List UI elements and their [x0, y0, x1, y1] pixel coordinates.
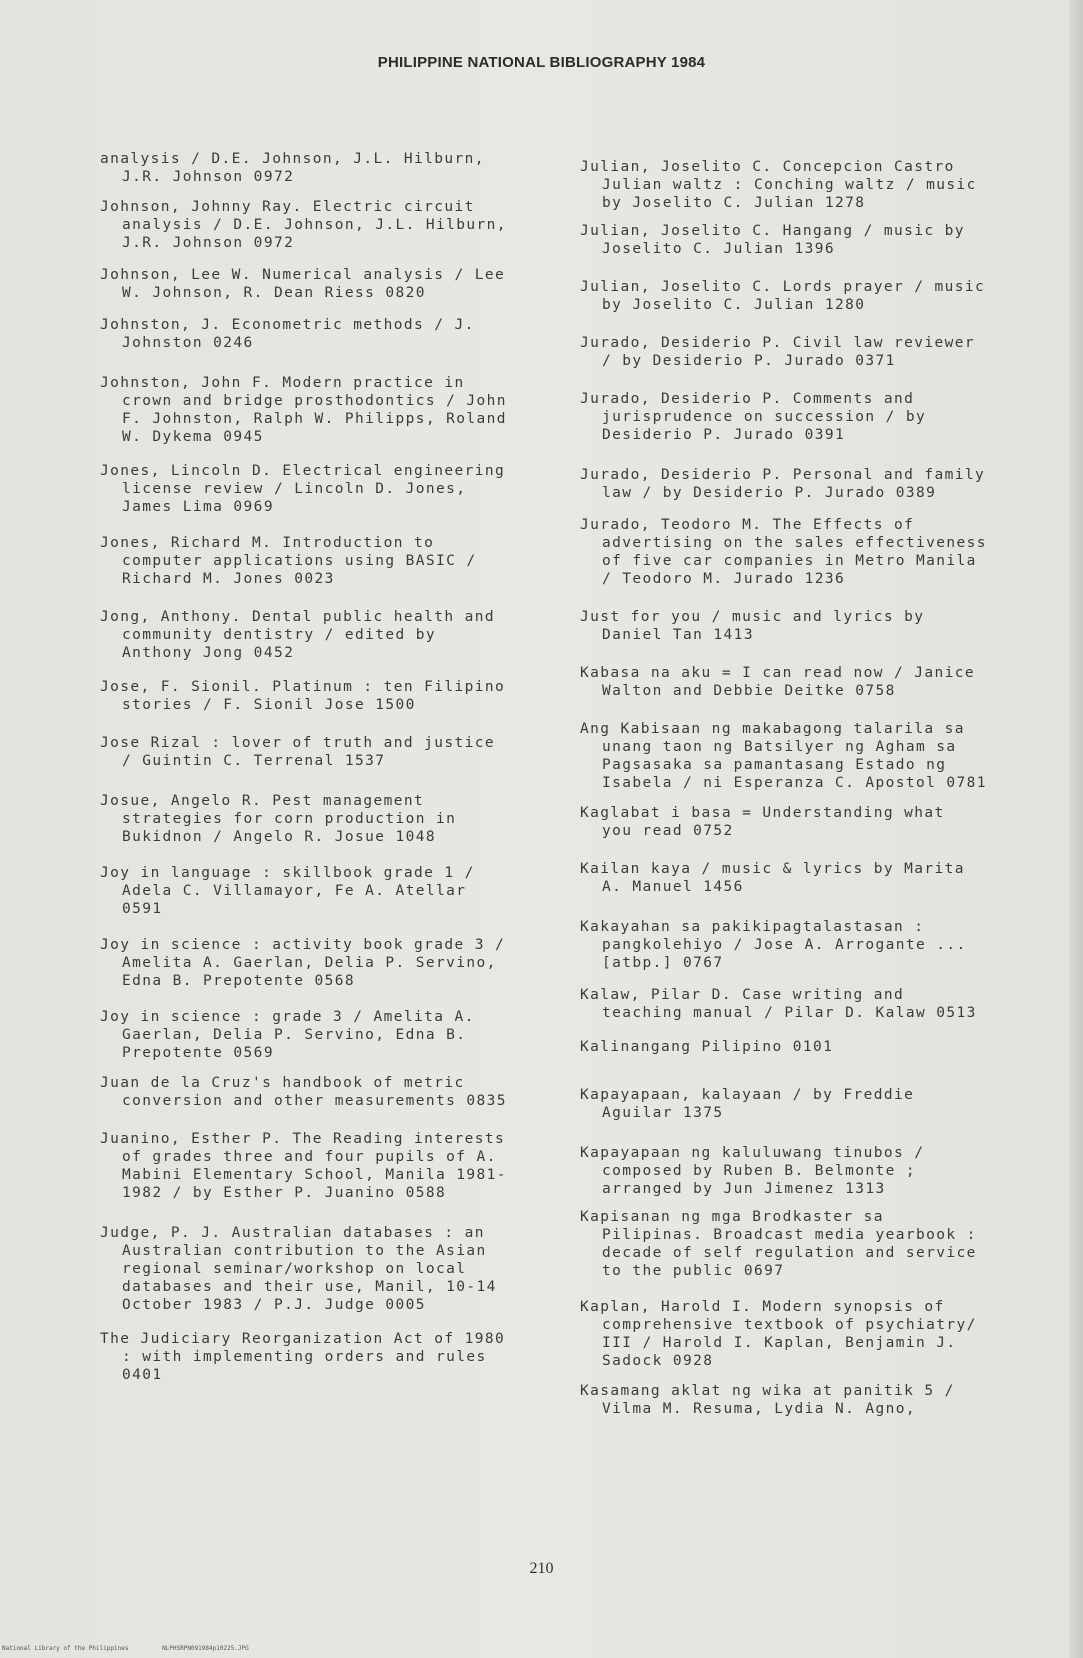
entry-line: 0401: [122, 1367, 163, 1383]
footer-institution: National Library of the Philippines: [2, 1645, 129, 1652]
entry-line: Kapayapaan ng kaluluwang tinubos /: [580, 1145, 925, 1161]
bibliography-entry: [100, 1224, 570, 1314]
entry-line: composed by Ruben B. Belmonte ;: [602, 1163, 917, 1179]
entry-line: Ang Kabisaan ng makabagong talarila sa: [580, 721, 965, 737]
entry-line: jurisprudence on succession / by: [602, 409, 927, 425]
bibliography-entry: [580, 1144, 1070, 1198]
bibliography-entry: [580, 1086, 1070, 1122]
entry-line: Joselito C. Julian 1396: [602, 241, 835, 257]
entry-line: decade of self regulation and service: [602, 1245, 977, 1261]
entry-line: Kakayahan sa pakikipagtalastasan :: [580, 919, 925, 935]
entry-line: Isabela / ni Esperanza C. Apostol 0781: [602, 775, 987, 791]
entry-line: by Joselito C. Julian 1278: [602, 195, 866, 211]
entry-line: 1982 / by Esther P. Juanino 0588: [122, 1185, 447, 1201]
entry-line: Joy in science : activity book grade 3 /: [100, 937, 506, 953]
entry-line: Josue, Angelo R. Pest management: [100, 793, 425, 809]
entry-line: Jurado, Desiderio P. Personal and family: [580, 467, 986, 483]
bibliography-entry: [100, 1130, 570, 1202]
entry-line: Australian contribution to the Asian: [122, 1243, 487, 1259]
entry-line: license review / Lincoln D. Jones,: [122, 481, 467, 497]
entry-line: Kalinangang Pilipino 0101: [580, 1039, 834, 1055]
bibliography-entry: [100, 1074, 570, 1110]
entry-line: advertising on the sales effectiveness: [602, 535, 987, 551]
bibliography-entry: [580, 222, 1070, 258]
bibliography-entry: [100, 608, 570, 662]
bibliography-entry: [580, 466, 1070, 502]
entry-line: / by Desiderio P. Jurado 0371: [602, 353, 896, 369]
bibliography-entry: [580, 390, 1070, 444]
entry-line: law / by Desiderio P. Jurado 0389: [602, 485, 937, 501]
entry-line: you read 0752: [602, 823, 734, 839]
footer-file-name: NLPHSRPN091984p10225.JPG: [162, 1645, 249, 1652]
entry-line: Kaplan, Harold I. Modern synopsis of: [580, 1299, 945, 1315]
entry-line: unang taon ng Batsilyer ng Agham sa: [602, 739, 957, 755]
bibliography-entry: [580, 516, 1070, 588]
entry-line: Jose Rizal : lover of truth and justice: [100, 735, 496, 751]
bibliography-entry: [100, 266, 570, 302]
bibliography-entry: [100, 792, 570, 846]
entry-line: [atbp.] 0767: [602, 955, 724, 971]
entry-line: : with implementing orders and rules: [122, 1349, 487, 1365]
entry-line: Juanino, Esther P. The Reading interests: [100, 1131, 506, 1147]
entry-line: Juan de la Cruz's handbook of metric: [100, 1075, 465, 1091]
entry-line: teaching manual / Pilar D. Kalaw 0513: [602, 1005, 977, 1021]
entry-line: Julian, Joselito C. Hangang / music by: [580, 223, 965, 239]
entry-line: Johnson, Johnny Ray. Electric circuit: [100, 199, 475, 215]
entry-line: Jurado, Desiderio P. Comments and: [580, 391, 915, 407]
entry-line: J.R. Johnson 0972: [122, 169, 295, 185]
bibliography-entry: [580, 720, 1070, 792]
bibliography-entry: [100, 864, 570, 918]
scan-footer: [2, 1645, 702, 1652]
bibliography-entry: [580, 1208, 1070, 1280]
entry-line: Johnson, Lee W. Numerical analysis / Lee: [100, 267, 506, 283]
bibliography-entry: [580, 804, 1070, 840]
entry-line: Richard M. Jones 0023: [122, 571, 335, 587]
entry-line: analysis / D.E. Johnson, J.L. Hilburn,: [100, 151, 485, 167]
bibliography-entry: [100, 1008, 570, 1062]
entry-line: Daniel Tan 1413: [602, 627, 754, 643]
entry-line: Bukidnon / Angelo R. Josue 1048: [122, 829, 437, 845]
entry-line: W. Johnson, R. Dean Riess 0820: [122, 285, 426, 301]
entry-line: Jones, Richard M. Introduction to: [100, 535, 435, 551]
entry-line: Adela C. Villamayor, Fe A. Atellar: [122, 883, 467, 899]
entry-line: of grades three and four pupils of A.: [122, 1149, 497, 1165]
bibliography-entry: [580, 334, 1070, 370]
entry-line: Kapisanan ng mga Brodkaster sa: [580, 1209, 884, 1225]
bibliography-entry: [580, 664, 1070, 700]
entry-line: Jurado, Teodoro M. The Effects of: [580, 517, 915, 533]
entry-line: analysis / D.E. Johnson, J.L. Hilburn,: [122, 217, 507, 233]
entry-line: Johnston, John F. Modern practice in: [100, 375, 465, 391]
entry-line: W. Dykema 0945: [122, 429, 264, 445]
entry-line: databases and their use, Manil, 10-14: [122, 1279, 497, 1295]
entry-line: community dentistry / edited by: [122, 627, 437, 643]
entry-line: Mabini Elementary School, Manila 1981-: [122, 1167, 507, 1183]
entry-line: Judge, P. J. Australian databases : an: [100, 1225, 485, 1241]
entry-line: Julian, Joselito C. Concepcion Castro: [580, 159, 955, 175]
entry-line: by Joselito C. Julian 1280: [602, 297, 866, 313]
bibliography-entry: [100, 534, 570, 588]
entry-line: Prepotente 0569: [122, 1045, 274, 1061]
entry-line: Pilipinas. Broadcast media yearbook :: [602, 1227, 977, 1243]
entry-line: III / Harold I. Kaplan, Benjamin J.: [602, 1335, 957, 1351]
bibliography-entry: [580, 278, 1070, 314]
bibliography-entry: [100, 678, 570, 714]
bibliography-entry: [100, 734, 570, 770]
entry-line: to the public 0697: [602, 1263, 785, 1279]
entry-line: Kapayapaan, kalayaan / by Freddie: [580, 1087, 915, 1103]
entry-line: Vilma M. Resuma, Lydia N. Agno,: [602, 1401, 917, 1417]
bibliography-entry: [580, 986, 1070, 1022]
bibliography-entry: [100, 1330, 570, 1384]
page-header: PHILIPPINE NATIONAL BIBLIOGRAPHY 1984: [377, 54, 706, 71]
bibliography-entry: [580, 918, 1070, 972]
entry-line: pangkolehiyo / Jose A. Arrogante ...: [602, 937, 967, 953]
page-number: 210: [529, 1560, 554, 1577]
entry-line: of five car companies in Metro Manila: [602, 553, 977, 569]
entry-line: A. Manuel 1456: [602, 879, 744, 895]
entry-line: Gaerlan, Delia P. Servino, Edna B.: [122, 1027, 467, 1043]
bibliography-entry: [580, 158, 1070, 212]
entry-line: Kalaw, Pilar D. Case writing and: [580, 987, 905, 1003]
entry-line: October 1983 / P.J. Judge 0005: [122, 1297, 426, 1313]
page-gutter-shadow: [1069, 0, 1083, 1658]
entry-line: regional seminar/workshop on local: [122, 1261, 467, 1277]
entry-line: Kaglabat i basa = Understanding what: [580, 805, 945, 821]
bibliography-entry: [100, 462, 570, 516]
bibliography-entry: [100, 374, 570, 446]
entry-line: Amelita A. Gaerlan, Delia P. Servino,: [122, 955, 497, 971]
entry-line: The Judiciary Reorganization Act of 1980: [100, 1331, 506, 1347]
entry-line: Jose, F. Sionil. Platinum : ten Filipino: [100, 679, 506, 695]
entry-line: strategies for corn production in: [122, 811, 457, 827]
entry-line: Sadock 0928: [602, 1353, 714, 1369]
entry-line: F. Johnston, Ralph W. Philipps, Roland: [122, 411, 507, 427]
entry-line: Jong, Anthony. Dental public health and: [100, 609, 496, 625]
bibliography-entry: [580, 608, 1070, 644]
entry-line: Jones, Lincoln D. Electrical engineering: [100, 463, 506, 479]
entry-line: Johnston, J. Econometric methods / J.: [100, 317, 475, 333]
entry-line: Kasamang aklat ng wika at panitik 5 /: [580, 1383, 955, 1399]
bibliography-entry: [100, 198, 570, 252]
entry-line: Pagsasaka sa pamantasang Estado ng: [602, 757, 947, 773]
entry-line: James Lima 0969: [122, 499, 274, 515]
entry-line: Anthony Jong 0452: [122, 645, 295, 661]
entry-line: Julian waltz : Conching waltz / music: [602, 177, 977, 193]
entry-line: crown and bridge prosthodontics / John: [122, 393, 507, 409]
entry-line: Aguilar 1375: [602, 1105, 724, 1121]
entry-line: Joy in language : skillbook grade 1 /: [100, 865, 475, 881]
entry-line: / Teodoro M. Jurado 1236: [602, 571, 846, 587]
entry-line: Just for you / music and lyrics by: [580, 609, 925, 625]
entry-line: comprehensive textbook of psychiatry/: [602, 1317, 977, 1333]
bibliography-entry: [580, 1038, 1070, 1056]
bibliography-entry: [580, 860, 1070, 896]
entry-line: 0591: [122, 901, 163, 917]
entry-line: Johnston 0246: [122, 335, 254, 351]
entry-line: conversion and other measurements 0835: [122, 1093, 507, 1109]
entry-line: Julian, Joselito C. Lords prayer / music: [580, 279, 986, 295]
entry-line: Jurado, Desiderio P. Civil law reviewer: [580, 335, 976, 351]
entry-line: stories / F. Sionil Jose 1500: [122, 697, 416, 713]
entry-line: computer applications using BASIC /: [122, 553, 477, 569]
entry-line: Kailan kaya / music & lyrics by Marita: [580, 861, 965, 877]
bibliography-entry: [100, 316, 570, 352]
entry-line: / Guintin C. Terrenal 1537: [122, 753, 386, 769]
entry-line: arranged by Jun Jimenez 1313: [602, 1181, 886, 1197]
entry-line: Walton and Debbie Deitke 0758: [602, 683, 896, 699]
entry-line: Joy in science : grade 3 / Amelita A.: [100, 1009, 475, 1025]
bibliography-entry: [100, 936, 570, 990]
entry-line: Edna B. Prepotente 0568: [122, 973, 355, 989]
entry-line: J.R. Johnson 0972: [122, 235, 295, 251]
bibliography-entry: [100, 150, 570, 186]
bibliography-entry: [580, 1298, 1070, 1370]
entry-line: Kabasa na aku = I can read now / Janice: [580, 665, 976, 681]
entry-line: Desiderio P. Jurado 0391: [602, 427, 846, 443]
bibliography-entry: [580, 1382, 1070, 1418]
